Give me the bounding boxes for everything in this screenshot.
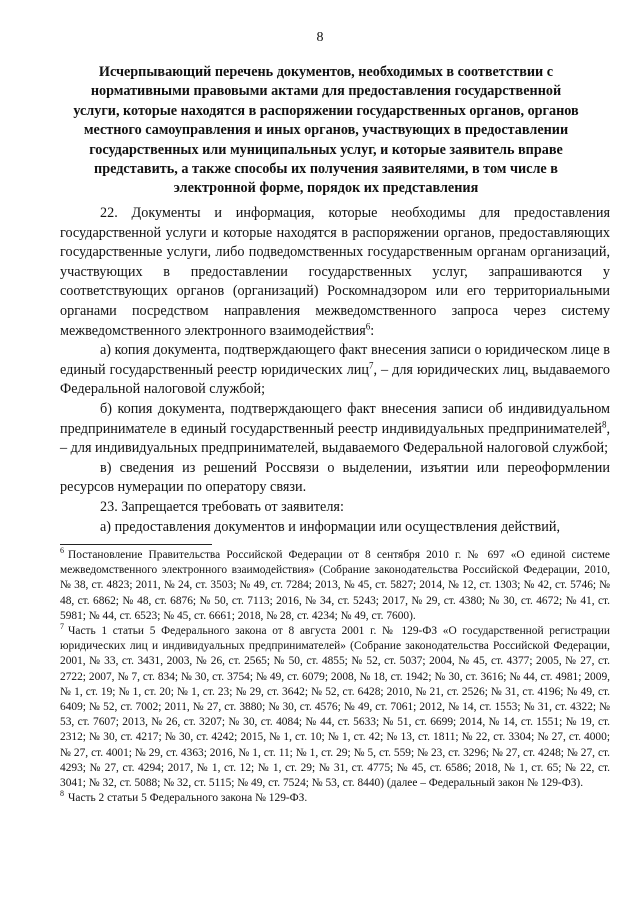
paragraph-23: 23. Запрещается требовать от заявителя: xyxy=(100,498,344,515)
paragraph-22 xyxy=(60,204,610,341)
footnote-separator xyxy=(60,544,212,545)
footnote-text: Постановление Правительства Российской Федерации от 8 сентября 2010 г. № 697 «О единой системе межведомственного электронного взаимодействия» (Собрание законодательства Российской Федерации, 2010, № 38, ст. 4823; 2011, № 24, ст. 3503; № 49, ст. 7284; 2013, № 45, ст. 5827; 2014, № 12, ст. 1303; № 42, ст. 5746; № 48, ст. 6862; № 48, ст. 6876; № 50, ст. 7113; 2016, № 34, ст. 5243; 2017, № 29, ст. 4380; № 30, ст. 4672; № 41, ст. 5981; № 44, ст. 6523; № 45, ст. 6661; 2018, № 28, ст. 4234; № 49, ст. 7600). xyxy=(60,549,610,622)
footnote-number: 7 xyxy=(60,622,64,632)
footnote-text: Часть 2 статьи 5 Федерального закона № 129-ФЗ. xyxy=(68,792,308,805)
footnote-8 xyxy=(60,791,610,806)
list-item-a xyxy=(60,341,610,400)
paragraph-22-tail: : xyxy=(370,322,375,339)
list-item-b-tail: , – для индивидуальных предпринимателей, выдаваемого Федеральной налоговой службой; xyxy=(60,420,610,457)
paragraph-22-text: 22. Документы и информация, которые необходимы для предоставления государственной услуги и которые находятся в распоряжении органов, предоставляющих государственные услуги, либо подведомственных государственным органам организаций, участвующих в предоставлении государственных услуг, запрашиваются у соответствующих органов (организаций) Роскомнадзором или его территориальными органами посредством направления межведомственного запроса через систему межведомственного электронного взаимодействия xyxy=(60,205,610,339)
document-body xyxy=(60,204,610,537)
list-item-a-text: а) копия документа, подтверждающего факт внесения записи о юридическом лице в единый государственный реестр юридических лиц xyxy=(60,342,610,378)
footnote-ref-7[interactable]: 7 xyxy=(369,360,374,371)
footnote-text: Часть 1 статьи 5 Федерального закона от 8 августа 2001 г. № 129-ФЗ «О государственной регистрации юридических лиц и индивидуальных предпринимателей» (Собрание законодательства Российской Федерации, 2001, № 33, ст. 3431, 2003, № 26, ст. 2565; № 50, ст. 4855; № 52, ст. 5037; 2004, № 45, ст. 4377; 2005, № 27, ст. 2722; 2007, № 7, ст. 834; № 30, ст. 3754; № 49, ст. 6079; 2008, № 18, ст. 1942; № 30, ст. 3616; № 44, ст. 4981; 2009, № 1, ст. 19; № 1, ст. 20; № 1, ст. 23; № 29, ст. 3642; № 52, ст. 6428; 2010, № 21, ст. 2526; № 31, ст. 4196; № 49, ст. 6409; № 52, ст. 7002; 2011, № 27, ст. 3880; № 30, ст. 4576; № 49, ст. 7061; 2012, № 14, ст. 1553; № 31, ст. 4322; № 53, ст. 7607; 2013, № 26, ст. 3207; № 30, ст. 4084; № 44, ст. 5633; № 51, ст. 6699; 2014, № 14, ст. 1551; № 19, ст. 2312; № 30, ст. 4217; № 30, ст. 4242; 2015, № 1, ст. 10; № 1, ст. 42; № 13, ст. 1811; № 22, ст. 3304; № 27, ст. 4000; № 27, ст. 4001; № 29, ст. 4363; 2016, № 1, ст. 11; № 1, ст. 29; № 5, ст. 559; № 23, ст. 3296; № 27, ст. 4248; № 27, ст. 4293; № 27, ст. 4294; 2017, № 1, ст. 12; № 1, ст. 29; № 31, ст. 4775; № 45, ст. 6586; 2018, № 1, ст. 65; № 22, ст. 3041; № 32, ст. 5088; № 32, ст. 5115; № 49, ст. 7524; № 53, ст. 8440) (далее – Федеральный закон № 129-ФЗ). xyxy=(60,625,610,790)
footnote-ref-8[interactable]: 8 xyxy=(601,418,607,429)
footnote-7 xyxy=(60,624,610,791)
section-heading: Исчерпывающий перечень документов, необходимых в соответствии с нормативными правовыми актами для предоставления государственной услуги, которые находятся в распоряжении государственных органов, органов местного самоуправления и иных органов, участвующих в предоставлении государственных или муниципальных услуг, и которые заявитель вправе представить, а также способы их получения заявителями, в том числе в электронной форме, порядок их представления xyxy=(73,64,579,197)
footnote-number: 8 xyxy=(60,789,64,799)
footnote-number: 6 xyxy=(60,546,64,556)
list-item-a-tail: , – для юридических лиц, выдаваемого Федеральной налоговой службой; xyxy=(60,361,610,398)
list-item-b-text: б) копия документа, подтверждающего факт внесения записи об индивидуальном предпринимателе в единый государственный реестр индивидуальных предпринимателей xyxy=(60,400,610,437)
list-item-c: в) сведения из решений Россвязи о выделении, изъятии или переоформлении ресурсов нумерации по оператору связи. xyxy=(60,459,610,496)
footnote-ref-6[interactable]: 6 xyxy=(365,320,371,331)
paragraph-23-item-a: а) предоставления документов и информации или осуществления действий, xyxy=(100,518,560,535)
footnotes xyxy=(60,548,610,806)
footnote-6 xyxy=(60,548,610,624)
page-number: 8 xyxy=(316,30,324,45)
list-item-b xyxy=(60,400,610,459)
